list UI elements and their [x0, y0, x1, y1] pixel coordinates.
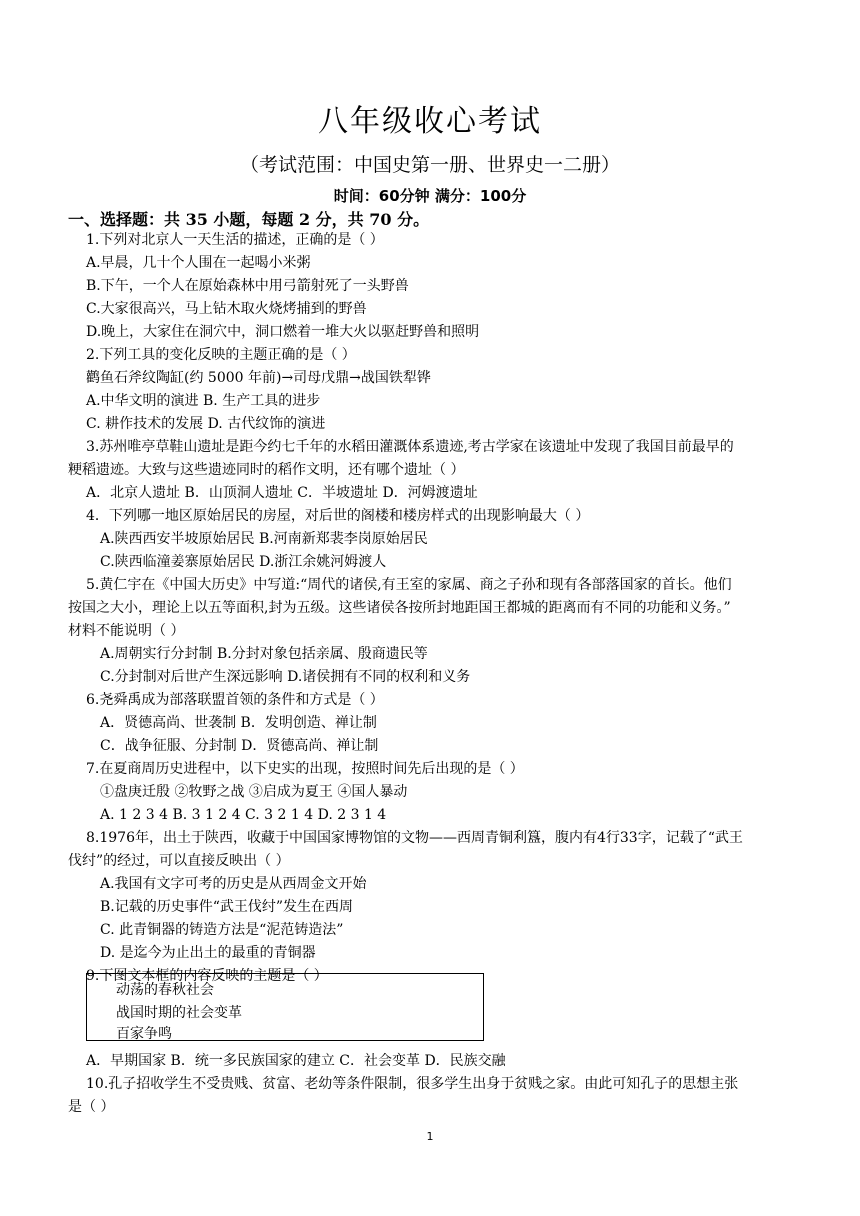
text-line: 材料不能说明（ ） — [68, 623, 185, 639]
text-line: C. 此青铜器的铸造方法是“泥范铸造法” — [100, 922, 344, 938]
text-line: 战国时期的社会变革 — [116, 1005, 242, 1021]
text-line: 鹳鱼石斧纹陶缸(约 5000 年前)→司母戊鼎→战国铁犁铧 — [86, 370, 431, 386]
text-line: 5.黄仁宇在《中国大历史》中写道:“周代的诸侯,有王室的家属、商之子孙和现有各部落国家的首长。他们 — [86, 577, 732, 593]
text-line: A. 1 2 3 4 B. 3 1 2 4 C. 3 2 1 4 D. 2 3 1 4 — [100, 807, 387, 823]
text-line: 粳稻遗迹。大致与这些遗迹同时的稻作文明，还有哪个遗址（ ） — [68, 462, 465, 478]
text-line: 6.尧舜禹成为部落联盟首领的条件和方式是（ ） — [86, 692, 384, 708]
exam-time-info: 时间：60分钟 满分：100分 — [333, 187, 527, 205]
text-line: A．贤德高尚、世袭制 B．发明创造、禅让制 — [100, 715, 377, 731]
section-header: 一、选择题：共 35 小题，每题 2 分，共 70 分。 — [68, 210, 430, 229]
text-line: A．早期国家 B．统一多民族国家的建立 C．社会变革 D．民族交融 — [86, 1053, 506, 1069]
text-line: A.周朝实行分封制 B.分封对象包括亲属、殷商遗民等 — [100, 646, 428, 662]
text-line: 是（ ） — [68, 1099, 115, 1115]
text-line: 伐纣”的经过，可以直接反映出（ ） — [68, 853, 290, 869]
text-line: A．北京人遗址 B．山顶洞人遗址 C．半坡遗址 D．河姆渡遗址 — [86, 485, 478, 501]
text-line: 百家争鸣 — [116, 1026, 172, 1042]
text-line: 按国之大小，理论上以五等面积,封为五级。这些诸侯各按所封地距国王都城的距离而有不同的功能和义务。” — [68, 600, 731, 616]
text-line: C. 耕作技术的发展 D. 古代纹饰的演进 — [86, 416, 326, 432]
text-line: 8.1976年，出土于陕西，收藏于中国国家博物馆的文物——西周青铜利簋，腹内有4行33字，记载了“武王 — [86, 830, 743, 846]
text-line: 9.下图文本框的内容反映的主题是（ ） — [86, 968, 328, 984]
text-line: B.下午，一个人在原始森林中用弓箭射死了一头野兽 — [86, 278, 409, 294]
text-line: C.分封制对后世产生深远影响 D.诸侯拥有不同的权利和义务 — [100, 669, 471, 685]
text-line: ①盘庚迁殷 ②牧野之战 ③启成为夏王 ④国人暴动 — [100, 784, 408, 800]
page-number: 1 — [426, 1130, 434, 1143]
text-line: 10.孔子招收学生不受贵贱、贫富、老幼等条件限制，很多学生出身于贫贱之家。由此可知孔子的思想主张 — [86, 1076, 739, 1092]
text-line: 4．下列哪一地区原始居民的房屋，对后世的阁楼和楼房样式的出现影响最大（ ） — [86, 508, 590, 524]
text-line: 3.苏州唯亭草鞋山遗址是距今约七千年的水稻田灌溉体系遗迹,考古学家在该遗址中发现了我国目前最早的 — [86, 439, 734, 455]
text-line: C．战争征服、分封制 D．贤德高尚、禅让制 — [100, 738, 379, 754]
text-line: 动荡的春秋社会 — [116, 982, 214, 998]
text-line: C.大家很高兴，马上钻木取火烧烤捕到的野兽 — [86, 301, 367, 317]
text-line: A.中华文明的演进 B. 生产工具的进步 — [86, 393, 321, 409]
text-line: D.晚上，大家住在洞穴中，洞口燃着一堆大火以驱赶野兽和照明 — [86, 324, 480, 340]
text-line: B.记载的历史事件“武王伐纣”发生在西周 — [100, 899, 354, 915]
text-line: A.我国有文字可考的历史是从西周金文开始 — [100, 876, 367, 892]
exam-subtitle: （考试范围：中国史第一册、世界史一二册） — [239, 154, 620, 176]
text-line: C.陕西临潼姜寨原始居民 D.浙江余姚河姆渡人 — [100, 554, 387, 570]
text-line: 1.下列对北京人一天生活的描述，正确的是（ ） — [86, 232, 384, 248]
text-line: 7.在夏商周历史进程中，以下史实的出现，按照时间先后出现的是（ ） — [86, 761, 524, 777]
text-line: 2.下列工具的变化反映的主题正确的是（ ） — [86, 347, 356, 363]
text-line: A.陕西西安半坡原始居民 B.河南新郑裴李岗原始居民 — [100, 531, 428, 547]
exam-title: 八年级收心考试 — [318, 104, 542, 139]
text-line: D. 是迄今为止出土的最重的青铜器 — [100, 945, 316, 961]
text-line: A.早晨，几十个人围在一起喝小米粥 — [86, 255, 311, 271]
